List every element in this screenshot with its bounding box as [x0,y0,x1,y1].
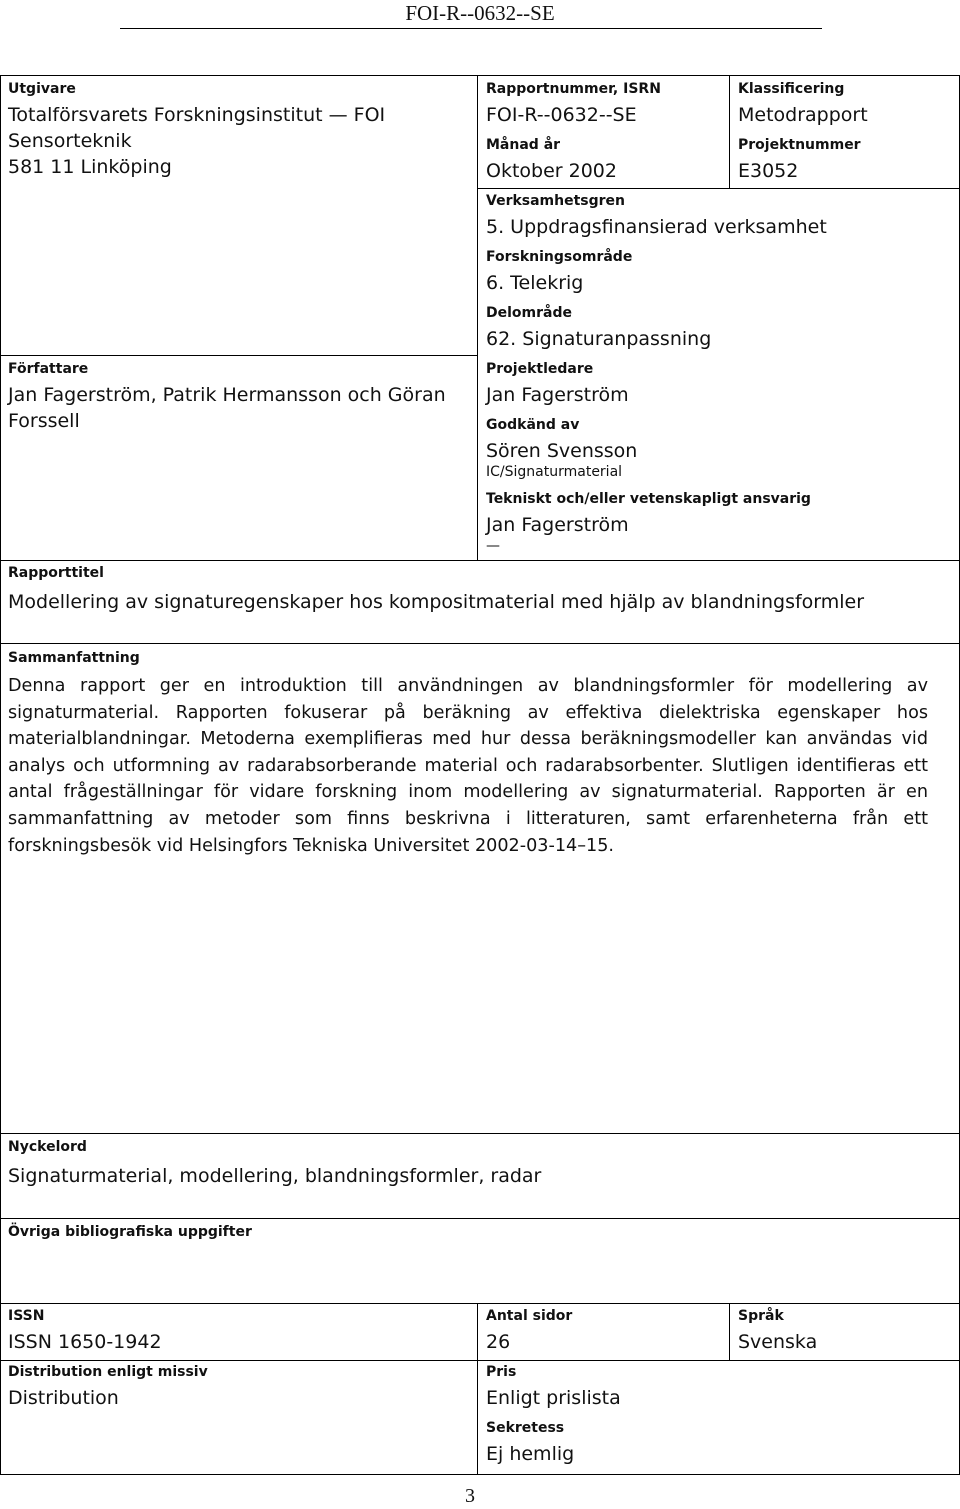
report-number-cell [486,81,661,128]
running-header-report-id: FOI-R--0632--SE [405,1,555,25]
authors-line-1: Jan Fagerström, Patrik Hermansson och Göran [8,384,446,406]
authors-label: Författare [8,361,89,377]
running-header [0,0,960,26]
language-label: Språk [738,1308,784,1324]
lower-divider-middle [477,1303,478,1474]
lower-divider-right [729,1303,730,1360]
secrecy-cell [486,1420,574,1467]
project-leader-cell [486,361,629,408]
summary-text-block [8,673,928,859]
month-year-cell [486,137,617,184]
business-area-cell [486,193,827,240]
project-number-cell [738,137,861,184]
project-leader-label: Projektledare [486,361,594,377]
issuer-line-2: Sensorteknik [8,130,132,152]
summary-cell [8,650,928,859]
page-number-value: 3 [465,1485,475,1507]
report-title-label: Rapporttitel [8,565,104,581]
distribution-value: Distribution [8,1387,119,1409]
project-number-value: E3052 [738,160,799,182]
month-year-label: Månad år [486,137,561,153]
secrecy-label: Sekretess [486,1420,565,1436]
header-rule [120,28,822,29]
sub-area-label: Delområde [486,305,572,321]
issuer-line-3: 581 11 Linköping [8,156,172,178]
issuer-label: Utgivare [8,81,76,97]
rule-title [0,560,960,561]
approved-by-label: Godkänd av [486,417,580,433]
project-leader-value: Jan Fagerström [486,384,629,406]
business-area-value: 5. Uppdragsfinansierad verksamhet [486,216,827,238]
technical-responsible-value: Jan Fagerström [486,514,629,536]
month-year-value: Oktober 2002 [486,160,617,182]
pages-value: 26 [486,1331,511,1353]
distribution-cell [8,1364,208,1411]
keywords-cell [8,1139,541,1189]
other-bib-label: Övriga bibliografiska uppgifter [8,1224,252,1240]
classification-value: Metodrapport [738,104,868,126]
upper-divider-right [729,75,730,188]
research-area-cell [486,249,632,296]
authors-cell [8,361,446,434]
price-label: Pris [486,1364,517,1380]
rule-left-issuer [0,355,477,356]
form-bottom-border [0,1474,960,1475]
other-bib-cell [8,1224,252,1240]
classification-label: Klassificering [738,81,845,97]
report-number-value: FOI-R--0632--SE [486,104,637,126]
issn-cell [8,1308,162,1355]
rule-issn [0,1303,960,1304]
summary-text: Denna rapport ger en introduktion till användningen av blandningsformler för modellering av signaturmaterial. Rapporten fokuserar på beräkning av effektiva dielektriska egenskaper hos materialblandningar. Metoderna exemplifieras med hur dessa beräkningsmodeller kan användas vid analys och utformning av radarabsorberande material och radarabsorbenter. Slutligen identifieras ett antal frågeställningar för vidare forskning inom modellering av signaturmaterial. Rapporten är en sammanfattning av metoder som finns beskrivna i litteraturen, samt erfarenheterna från ett forskningsbesök vid Helsingfors Tekniska Universitet 2002-03-14–15. [8,676,928,856]
rule-other-bib [0,1218,960,1219]
pages-label: Antal sidor [486,1308,573,1324]
issuer-cell [8,81,385,180]
project-number-label: Projektnummer [738,137,861,153]
technical-responsible-cell [486,491,811,554]
keywords-value: Signaturmaterial, modellering, blandningsformler, radar [8,1165,542,1187]
form-top-border [0,75,960,76]
report-title-value: Modellering av signaturegenskaper hos kompositmaterial med hjälp av blandningsformler [8,591,865,613]
issuer-line-1: Totalförsvarets Forskningsinstitut — FOI [8,104,386,126]
approved-by-cell [486,417,637,480]
summary-label: Sammanfattning [8,650,140,666]
rule-keywords [0,1133,960,1134]
rule-distribution [0,1360,960,1361]
keywords-label: Nyckelord [8,1139,87,1155]
language-value: Svenska [738,1331,818,1353]
authors-line-2: Forssell [8,410,80,432]
form-left-border [0,75,1,1475]
sub-area-value: 62. Signaturanpassning [486,328,712,350]
approved-by-unit: IC/Signaturmaterial [486,464,623,480]
rule-right-top [477,188,959,189]
technical-responsible-unit: — [486,538,500,554]
upper-divider-middle [477,75,478,560]
classification-cell [738,81,868,128]
business-area-label: Verksamhetsgren [486,193,626,209]
research-area-value: 6. Telekrig [486,272,584,294]
sub-area-cell [486,305,711,352]
page-number [0,1484,940,1508]
distribution-label: Distribution enligt missiv [8,1364,208,1380]
approved-by-value: Sören Svensson [486,440,638,462]
pages-cell [486,1308,572,1355]
rule-summary [0,643,960,644]
report-number-label: Rapportnummer, ISRN [486,81,661,97]
secrecy-value: Ej hemlig [486,1443,575,1465]
issn-value: ISSN 1650-1942 [8,1331,162,1353]
language-cell [738,1308,817,1355]
price-value: Enligt prislista [486,1387,621,1409]
technical-responsible-label: Tekniskt och/eller vetenskapligt ansvarig [486,491,811,507]
price-cell [486,1364,621,1411]
issn-label: ISSN [8,1308,45,1324]
research-area-label: Forskningsområde [486,249,633,265]
report-title-cell [8,565,864,615]
